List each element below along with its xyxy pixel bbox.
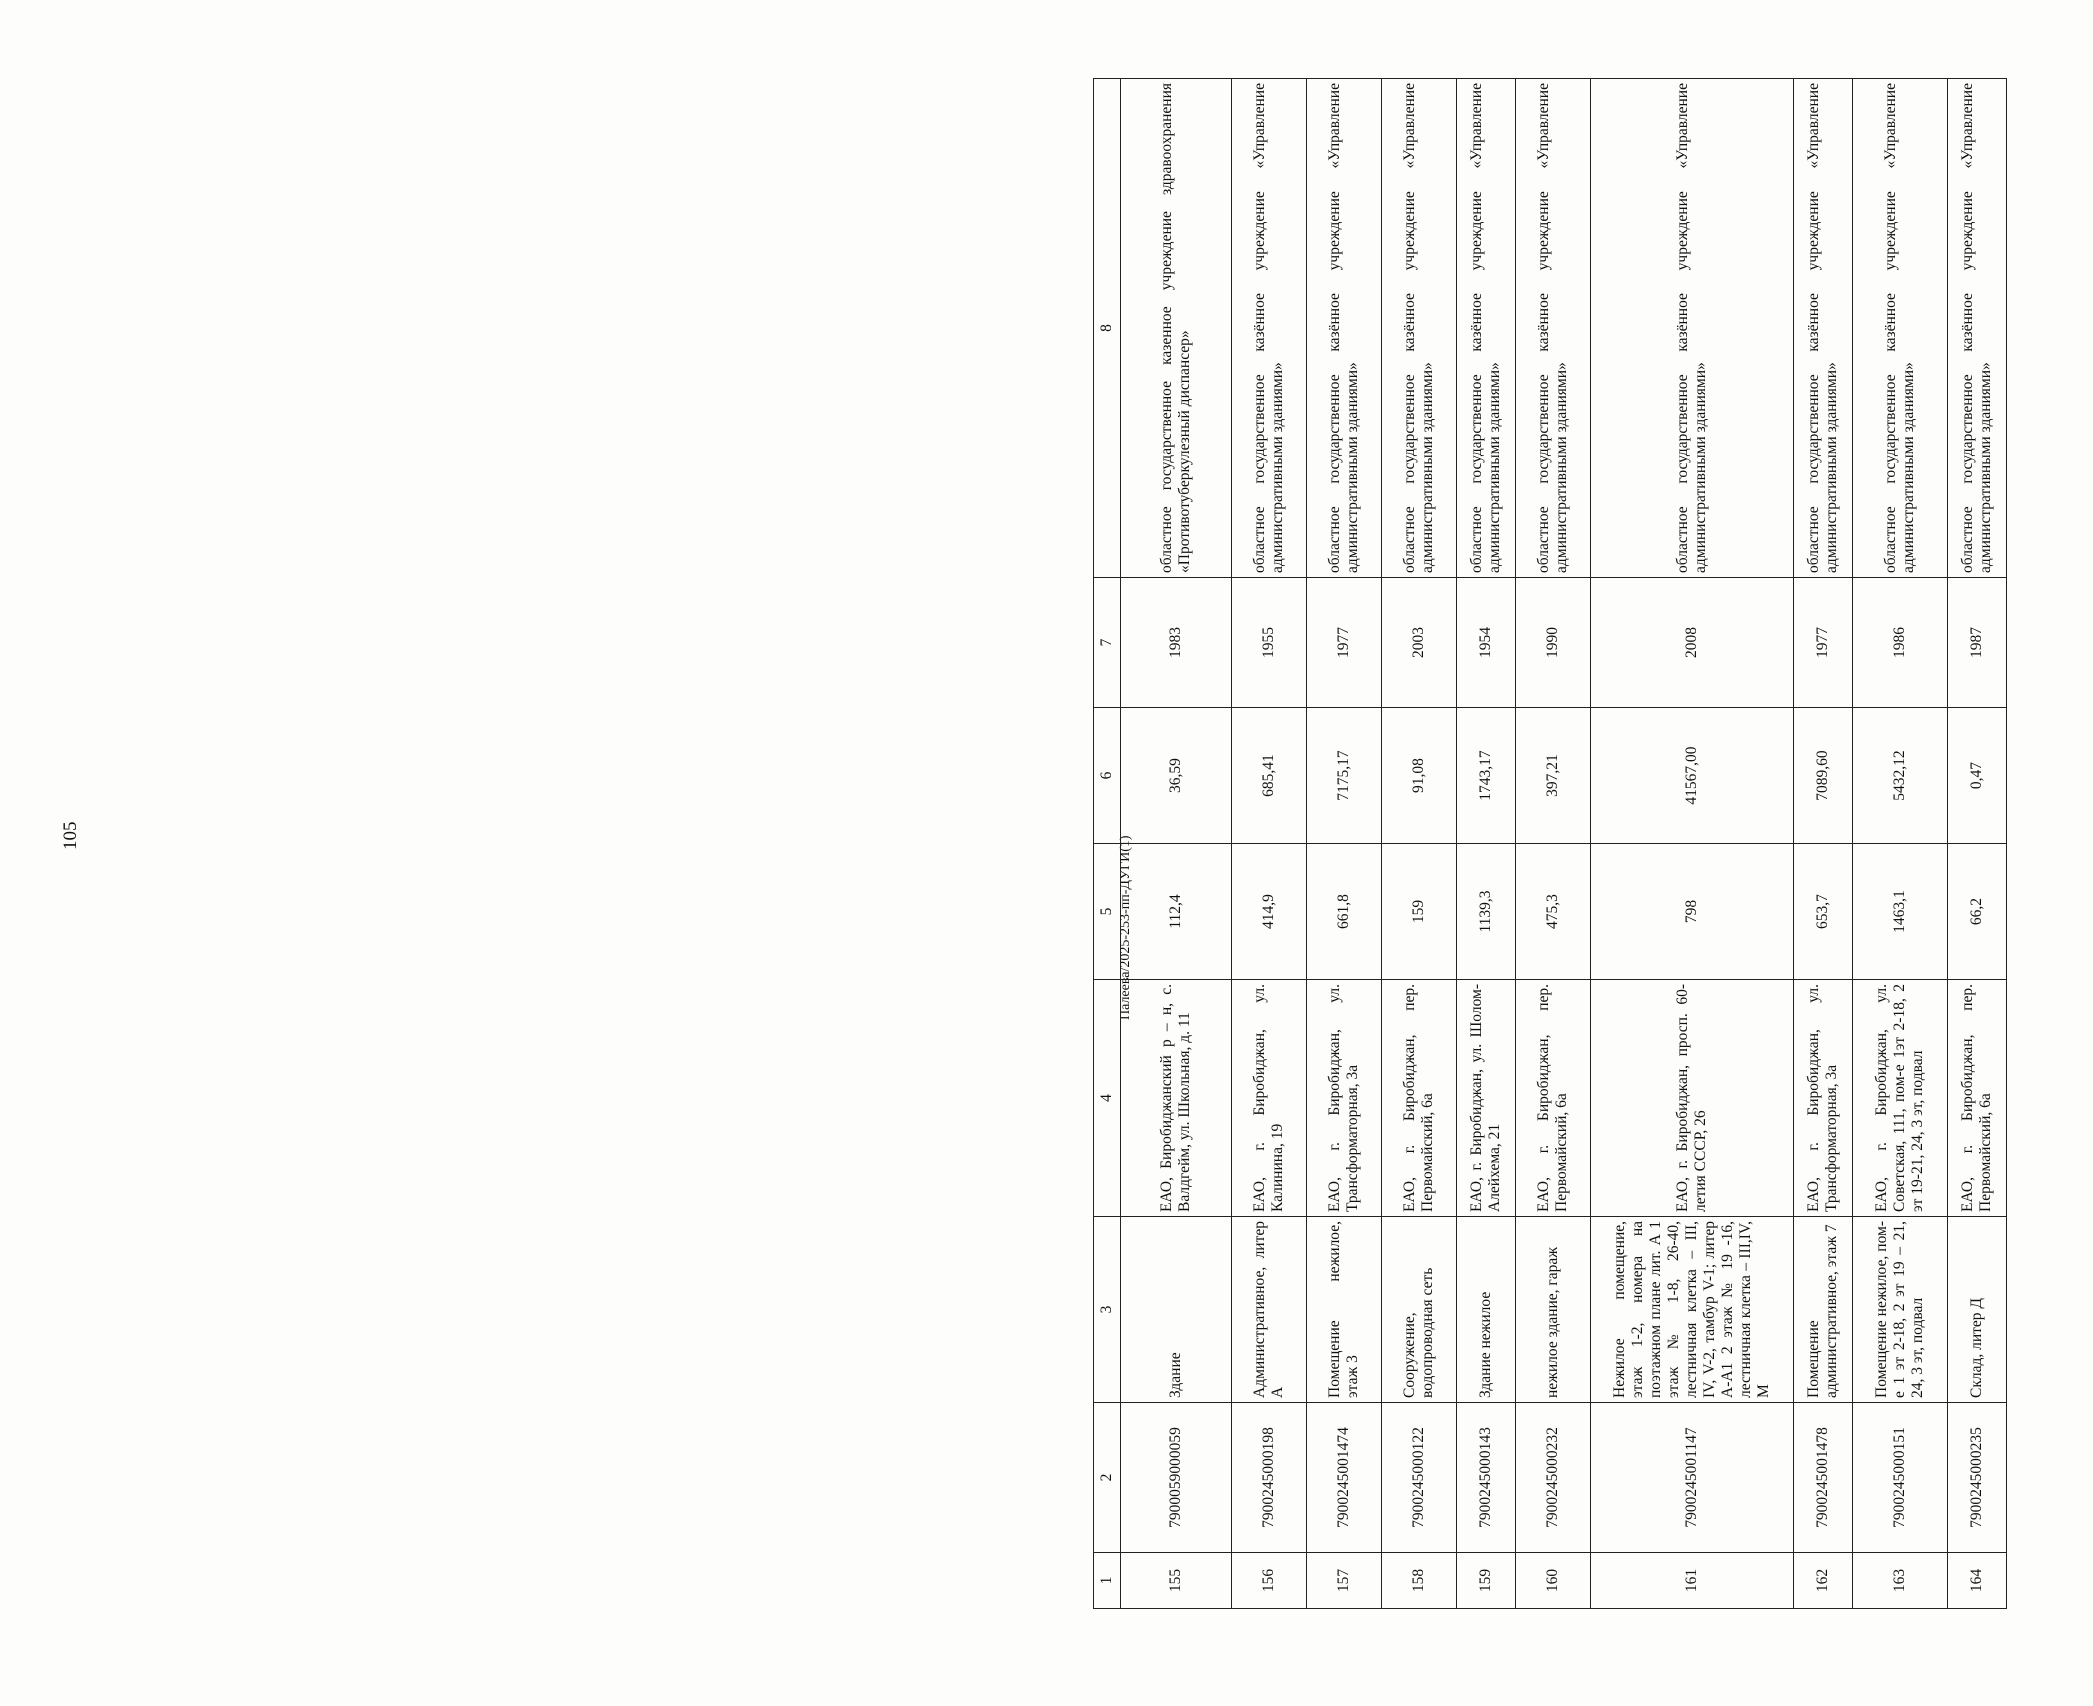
object-name: Нежилое помещение, этаж 1-2, номера на поэтажном плане лит. А 1 этаж № 1-8, 26-40, лестничная клетка – III, IV, V-2, тамбур V-1; литер А-А1 2 этаж № 19 -16, лестничная клетка – III,IV, M xyxy=(1591,1217,1794,1403)
rotated-table-sheet xyxy=(1093,79,2093,1609)
table-row xyxy=(1591,79,1794,1609)
table-row xyxy=(1794,79,1853,1609)
table-row xyxy=(1307,79,1382,1609)
holder-organization: областное государственное казённое учреждение «Управление административными зданиями» xyxy=(1516,79,1591,578)
object-area: 66,2 xyxy=(1948,844,2007,980)
object-name: Помещение нежилое, этаж 3 xyxy=(1307,1217,1382,1403)
table-row xyxy=(1382,79,1457,1609)
row-number: 161 xyxy=(1591,1553,1794,1609)
row-number: 160 xyxy=(1516,1553,1591,1609)
object-value: 397,21 xyxy=(1516,708,1591,844)
registry-number: 7900245000235 xyxy=(1948,1403,2007,1553)
document-footer-code: Палеева/2025-253-пп-ДУГИ(1) xyxy=(1118,835,1133,1020)
object-area: 414,9 xyxy=(1232,844,1307,980)
holder-organization: областное государственное казённое учреждение «Управление административными зданиями» xyxy=(1853,79,1948,578)
registry-number: 7900059000059 xyxy=(1121,1403,1232,1553)
object-address: ЕАО, г. Биробиджан, пер. Первомайский, 6а xyxy=(1948,980,2007,1217)
object-address: ЕАО, г. Биробиджан, ул. Калинина, 19 xyxy=(1232,980,1307,1217)
object-area: 112,4 xyxy=(1121,844,1232,980)
table-row xyxy=(1232,79,1307,1609)
registry-number: 7900245001147 xyxy=(1591,1403,1794,1553)
holder-organization: областное государственное казённое учреждение «Управление административными зданиями» xyxy=(1794,79,1853,578)
object-name: Склад, литер Д xyxy=(1948,1217,2007,1403)
table-row xyxy=(1516,79,1591,1609)
object-area: 661,8 xyxy=(1307,844,1382,980)
holder-organization: областное государственное казённое учреждение «Управление административными зданиями» xyxy=(1948,79,2007,578)
property-register-table xyxy=(1093,78,2007,1609)
object-value: 41567,00 xyxy=(1591,708,1794,844)
object-area: 475,3 xyxy=(1516,844,1591,980)
object-name: Административное, литер А xyxy=(1232,1217,1307,1403)
object-address: ЕАО, Биробиджанский р – н, с. Валдгейм, ул. Школьная, д. 11 xyxy=(1121,980,1232,1217)
object-address: ЕАО, г. Биробиджан, просп. 60-летия СССР, 26 xyxy=(1591,980,1794,1217)
table-row xyxy=(1457,79,1516,1609)
registry-number: 7900245000122 xyxy=(1382,1403,1457,1553)
holder-organization: областное государственное казенное учреждение здравоохранения «Противотуберкулезный диспансер» xyxy=(1121,79,1232,578)
row-number: 157 xyxy=(1307,1553,1382,1609)
column-header: 2 xyxy=(1094,1403,1121,1553)
holder-organization: областное государственное казённое учреждение «Управление административными зданиями» xyxy=(1382,79,1457,578)
object-year: 1987 xyxy=(1948,578,2007,708)
object-name: Помещение нежилое, пом-е 1 эт 2-18, 2 эт 19 – 21, 24, 3 эт, подвал xyxy=(1853,1217,1948,1403)
row-number: 164 xyxy=(1948,1553,2007,1609)
object-value: 7089,60 xyxy=(1794,708,1853,844)
object-value: 91,08 xyxy=(1382,708,1457,844)
column-number-row xyxy=(1094,79,1121,1609)
object-year: 1990 xyxy=(1516,578,1591,708)
row-number: 163 xyxy=(1853,1553,1948,1609)
holder-organization: областное государственное казённое учреждение «Управление административными зданиями» xyxy=(1232,79,1307,578)
object-address: ЕАО, г. Биробиджан, пер. Первомайский, 6а xyxy=(1516,980,1591,1217)
row-number: 158 xyxy=(1382,1553,1457,1609)
object-address: ЕАО, г. Биробиджан, пер. Первомайский, 6а xyxy=(1382,980,1457,1217)
object-year: 1977 xyxy=(1307,578,1382,708)
registry-number: 7900245000151 xyxy=(1853,1403,1948,1553)
object-year: 2003 xyxy=(1382,578,1457,708)
column-header: 6 xyxy=(1094,708,1121,844)
registry-number: 7900245000198 xyxy=(1232,1403,1307,1553)
object-area: 1139,3 xyxy=(1457,844,1516,980)
row-number: 156 xyxy=(1232,1553,1307,1609)
row-number: 159 xyxy=(1457,1553,1516,1609)
holder-organization: областное государственное казённое учреждение «Управление административными зданиями» xyxy=(1307,79,1382,578)
object-name: нежилое здание, гараж xyxy=(1516,1217,1591,1403)
holder-organization: областное государственное казённое учреждение «Управление административными зданиями» xyxy=(1591,79,1794,578)
column-header: 8 xyxy=(1094,79,1121,578)
row-number: 155 xyxy=(1121,1553,1232,1609)
object-address: ЕАО, г. Биробиджан, ул. Шолом-Алейхема, 21 xyxy=(1457,980,1516,1217)
object-area: 653,7 xyxy=(1794,844,1853,980)
registry-number: 7900245000143 xyxy=(1457,1403,1516,1553)
object-value: 7175,17 xyxy=(1307,708,1382,844)
object-value: 0,47 xyxy=(1948,708,2007,844)
column-header: 7 xyxy=(1094,578,1121,708)
object-value: 685,41 xyxy=(1232,708,1307,844)
registry-number: 7900245001474 xyxy=(1307,1403,1382,1553)
page-number: 105 xyxy=(60,821,81,850)
holder-organization: областное государственное казённое учреждение «Управление административными зданиями» xyxy=(1457,79,1516,578)
table-row xyxy=(1121,79,1232,1609)
object-name: Здание нежилое xyxy=(1457,1217,1516,1403)
object-value: 1743,17 xyxy=(1457,708,1516,844)
column-header: 4 xyxy=(1094,980,1121,1217)
table-row xyxy=(1948,79,2007,1609)
object-value: 5432,12 xyxy=(1853,708,1948,844)
object-address: ЕАО, г. Биробиджан, ул. Трансформаторная, 3а xyxy=(1794,980,1853,1217)
object-year: 1977 xyxy=(1794,578,1853,708)
object-area: 798 xyxy=(1591,844,1794,980)
registry-number: 7900245001478 xyxy=(1794,1403,1853,1553)
column-header: 3 xyxy=(1094,1217,1121,1403)
object-address: ЕАО, г. Биробиджан, ул. Советская, 111, пом-е 1эт 2-18, 2 эт 19-21, 24, 3 эт, подвал xyxy=(1853,980,1948,1217)
column-header: 1 xyxy=(1094,1553,1121,1609)
object-year: 1983 xyxy=(1121,578,1232,708)
row-number: 162 xyxy=(1794,1553,1853,1609)
registry-number: 7900245000232 xyxy=(1516,1403,1591,1553)
object-name: Сооружение, водопроводная сеть xyxy=(1382,1217,1457,1403)
object-year: 1954 xyxy=(1457,578,1516,708)
object-year: 2008 xyxy=(1591,578,1794,708)
object-area: 159 xyxy=(1382,844,1457,980)
object-area: 1463,1 xyxy=(1853,844,1948,980)
object-name: Помещение административное, этаж 7 xyxy=(1794,1217,1853,1403)
object-address: ЕАО, г. Биробиджан, ул. Трансформаторная, 3а xyxy=(1307,980,1382,1217)
object-year: 1955 xyxy=(1232,578,1307,708)
table-row xyxy=(1853,79,1948,1609)
object-year: 1986 xyxy=(1853,578,1948,708)
column-header: 5 xyxy=(1094,844,1121,980)
object-name: Здание xyxy=(1121,1217,1232,1403)
object-value: 36,59 xyxy=(1121,708,1232,844)
